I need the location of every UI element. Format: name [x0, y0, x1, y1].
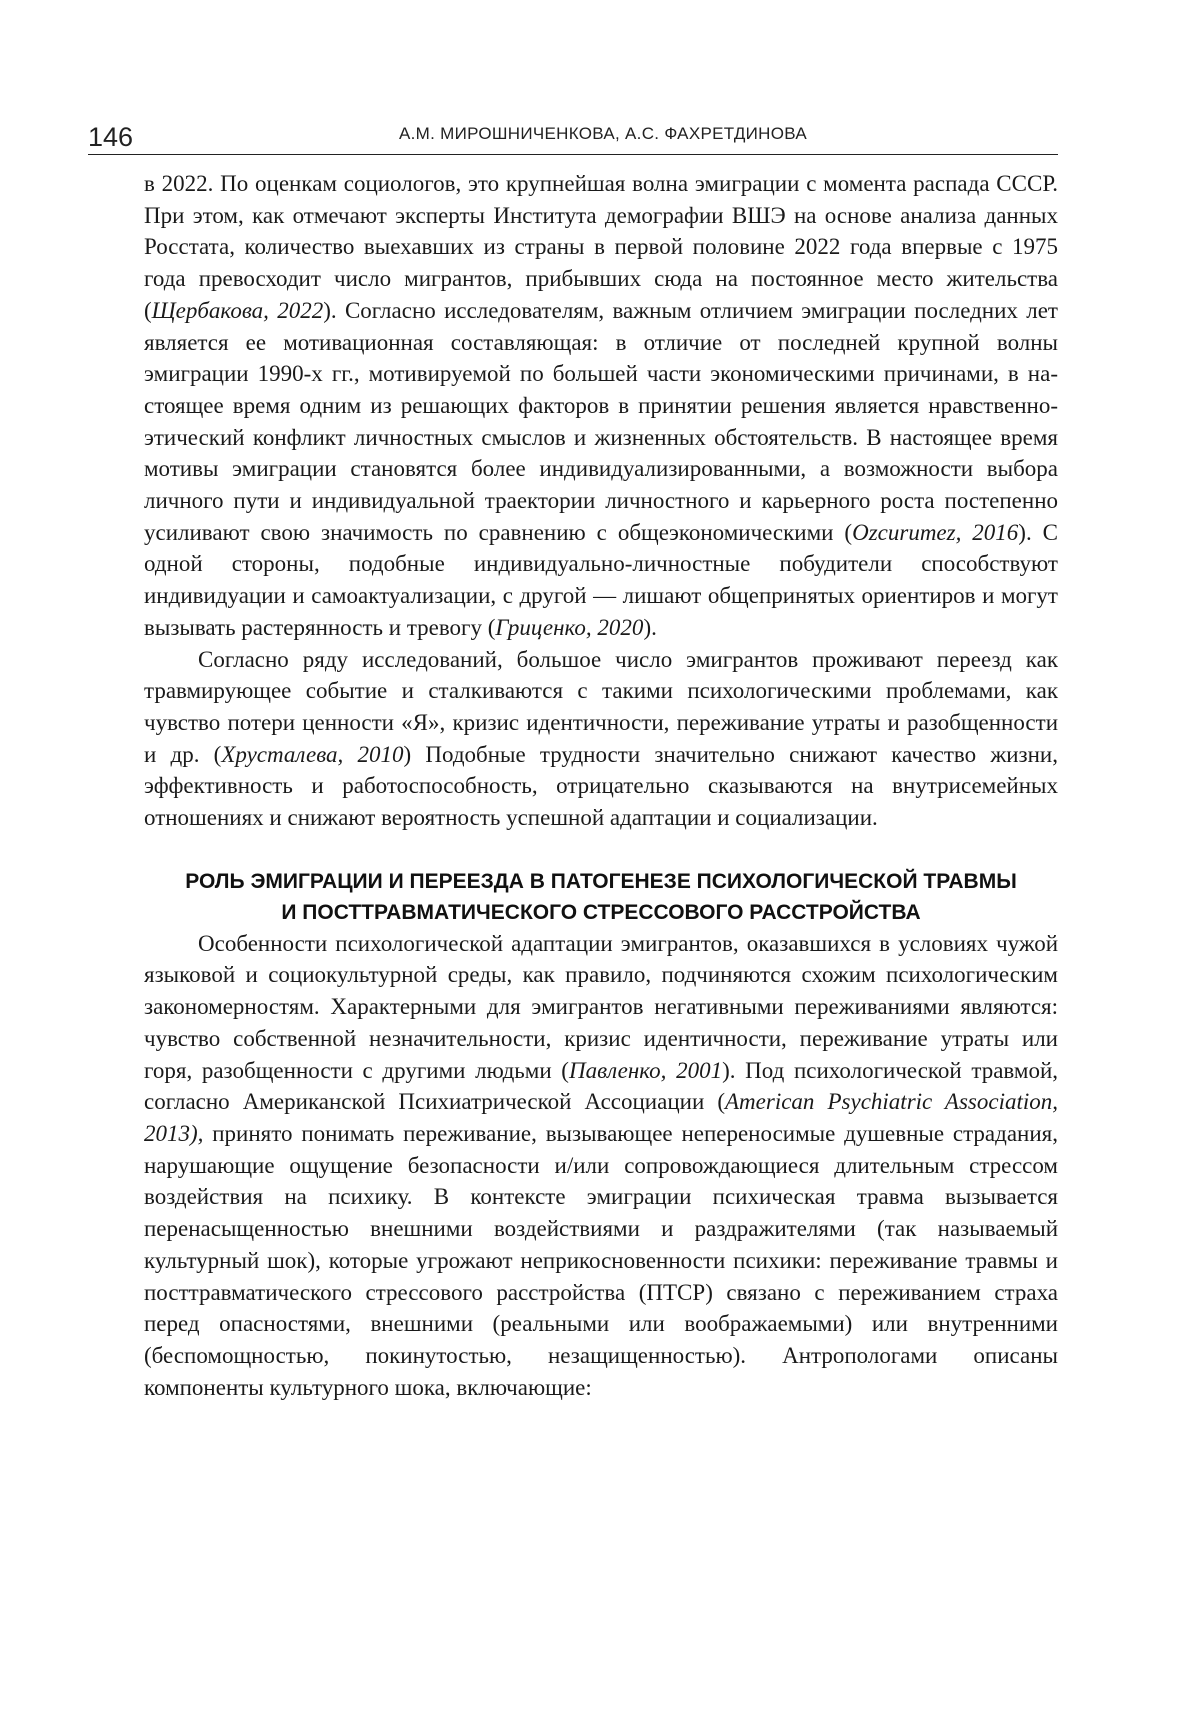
paragraph-text: ). С одной стороны, подобные индивидуально-личностные побудители способствуют индивидуации и самоактуализации, с другой — лишают общепринятых ориентиров и могут вызывать растерянность и тревогу (	[144, 519, 1058, 640]
paragraph-text: Особенности психологической адаптации эмигрантов, оказавшихся в условиях чужой языковой и социокультурной среды, как правило, подчиняются схожим психологическим закономерностям. Характерными для эмигрантов негативными переживаниями являются: чувство собственной незначительности, кризис идентичности, переживание утраты или горя, разобщенности с другими людьми (	[144, 930, 1058, 1083]
section-heading-line-2: И ПОСТТРАВМАТИЧЕСКОГО СТРЕССОВОГО РАССТРОЙСТВА	[281, 900, 921, 924]
main-text	[144, 168, 1058, 1403]
paragraph-text: принято понимать переживание, вызывающее непереносимые душевные страдания, нарушающие ощущение безопасности и/или сопровождающиеся длительным стрессом воздействия на психику. В контексте эмиграции психическая травма вызывается перенасыщенностью внешними воздействиями и раздражителями (так называемый культурный шок), которые угрожают неприкосновенности психики: переживание травмы и посттравматического стрессового расстройства (ПТСР) связано с переживанием страха перед опасностями, внешними (реальными или воображаемыми) или внутренними (беспомощностью, покинутостью, незащищенностью). Антропологами описаны компоненты культурного шока, включающие:	[144, 1120, 1058, 1400]
running-title: А.М. МИРОШНИЧЕНКОВА, А.С. ФАХРЕТДИНОВА	[398, 124, 807, 143]
citation: American Psychiatric Association, 2013),	[144, 1089, 1058, 1146]
section-heading	[144, 866, 1058, 928]
page-number: 146	[88, 122, 134, 152]
citation: Павленко, 2001	[568, 1057, 723, 1083]
citation: Хрусталева, 2010	[221, 741, 404, 767]
section-heading-line-1: РОЛЬ ЭМИГРАЦИИ И ПЕРЕЕЗДА В ПАТОГЕНЕЗЕ ПСИХОЛОГИЧЕСКОЙ ТРАВМЫ	[185, 869, 1017, 893]
citation: Гриценко, 2020	[495, 614, 644, 640]
paragraph-1	[144, 168, 1058, 644]
paragraph-2	[144, 644, 1058, 834]
paragraph-text: ) Подобные трудности значительно снижают качество жизни, эффективность и работоспособность, отрицательно сказываются на внутрисемейных отношениях и снижают вероятность успешной адаптации и социализации.	[144, 741, 1058, 831]
paragraph-3	[144, 928, 1058, 1404]
paragraph-text: ). Согласно исследователям, важным отличием эмиграции последних лет является ее мотивационная составляющая: в отличие от последней крупной волны эмиграции 1990-х гг., мотивируемой по большей части экономическими причинами, в настоящее время одним из решающих факторов в принятии решения является нравственно-этический конфликт личностных смыслов и жизненных обстоятельств. В настоящее время мотивы эмиграции становятся более индивидуализированными, а возможности выбора личного пути и индивидуальной траектории личностного и карьерного роста постепенно усиливают свою значимость по сравнению с общеэкономическими (	[144, 297, 1058, 545]
paragraph-text: ). Под психологической травмой, согласно Американской Психиатрической Ассоциации (	[144, 1057, 1059, 1115]
page-header	[88, 118, 1058, 155]
paragraph-text: ).	[643, 614, 657, 640]
citation: Ozcurumez, 2016	[852, 519, 1019, 545]
citation: Щербакова, 2022	[151, 297, 324, 323]
paragraph-text: Согласно ряду исследований, большое число эмигрантов проживают переезд как травмирующее событие и сталкиваются с такими психологическими проблемами, как чувство потери ценности «Я», кризис идентичности, переживание утраты и разобщенности и др. (	[144, 646, 1058, 767]
paragraph-text: в 2022. По оценкам социологов, это крупнейшая волна эмиграции с момента распада СССР. При этом, как отмечают эксперты Института демографии ВШЭ на основе анализа данных Росстата, количество выехавших из страны в первой половине 2022 года впервые с 1975 года превосходит число мигрантов, прибывших сюда на постоянное место жительства (	[144, 171, 1058, 323]
